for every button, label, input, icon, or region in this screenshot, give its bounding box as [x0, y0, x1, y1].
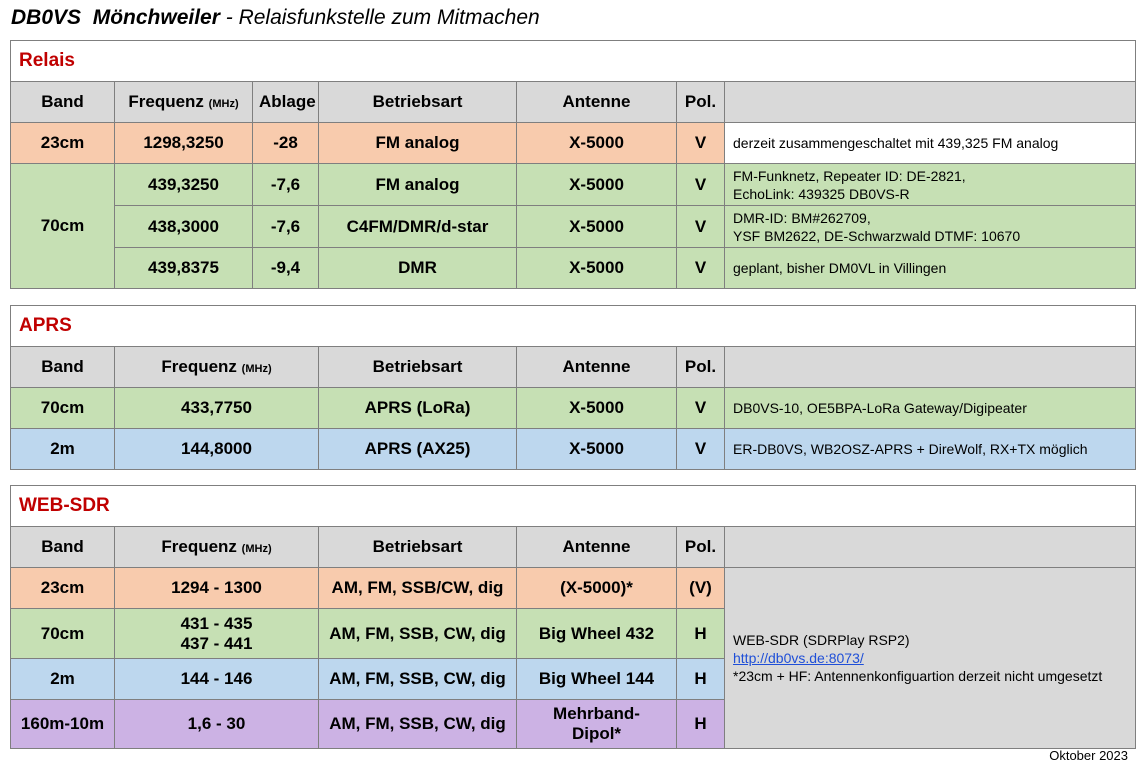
cell-betriebsart: FM analog — [319, 164, 517, 206]
cell-note: FM-Funknetz, Repeater ID: DE-2821, EchoLink: 439325 DB0VS-R — [725, 164, 1136, 206]
cell-betriebsart: AM, FM, SSB, CW, dig — [319, 659, 517, 700]
cell-note: DB0VS-10, OE5BPA-LoRa Gateway/Digipeater — [725, 388, 1136, 429]
cell-pol: H — [677, 609, 725, 659]
table-row — [11, 568, 1136, 609]
col-note — [725, 82, 1136, 123]
col-betriebsart: Betriebsart — [319, 347, 517, 388]
cell-betriebsart: APRS (AX25) — [319, 429, 517, 470]
cell-note: derzeit zusammengeschaltet mit 439,325 FM analog — [725, 123, 1136, 164]
cell-freq: 439,3250 — [115, 164, 253, 206]
cell-betriebsart: FM analog — [319, 123, 517, 164]
col-band: Band — [11, 527, 115, 568]
cell-pol: V — [677, 164, 725, 206]
cell-ablage: -9,4 — [253, 248, 319, 289]
cell-antenne: X-5000 — [517, 429, 677, 470]
table-row — [11, 388, 1136, 429]
cell-betriebsart: AM, FM, SSB/CW, dig — [319, 568, 517, 609]
cell-freq: 433,7750 — [115, 388, 319, 429]
col-pol: Pol. — [677, 82, 725, 123]
col-band: Band — [11, 347, 115, 388]
col-ablage: Ablage — [253, 82, 319, 123]
cell-antenne: X-5000 — [517, 388, 677, 429]
col-antenne: Antenne — [517, 347, 677, 388]
websdr-note-line: WEB-SDR (SDRPlay RSP2) — [733, 632, 910, 648]
cell-band: 70cm — [11, 609, 115, 659]
cell-note: ER-DB0VS, WB2OSZ-APRS + DireWolf, RX+TX möglich — [725, 429, 1136, 470]
col-betriebsart: Betriebsart — [319, 527, 517, 568]
cell-freq: 439,8375 — [115, 248, 253, 289]
cell-ablage: -7,6 — [253, 164, 319, 206]
cell-band: 23cm — [11, 568, 115, 609]
aprs-header-row — [11, 347, 1136, 388]
table-row — [11, 164, 1136, 206]
cell-betriebsart: AM, FM, SSB, CW, dig — [319, 700, 517, 749]
col-band: Band — [11, 82, 115, 123]
col-note — [725, 347, 1136, 388]
cell-freq: 431 - 435 437 - 441 — [115, 609, 319, 659]
title-call: DB0VS — [11, 6, 82, 29]
cell-antenne: X-5000 — [517, 164, 677, 206]
title-subtitle: - Relaisfunkstelle zum Mitmachen — [225, 6, 540, 29]
relais-table — [10, 40, 1136, 289]
col-freq: Frequenz (MHz) — [115, 347, 319, 388]
websdr-note — [725, 568, 1136, 749]
page-title — [11, 4, 540, 32]
title-location: Mönchweiler — [92, 6, 220, 29]
col-freq: Frequenz (MHz) — [115, 527, 319, 568]
footer-date: Oktober 2023 — [1049, 748, 1128, 763]
cell-band: 2m — [11, 659, 115, 700]
col-pol: Pol. — [677, 527, 725, 568]
cell-betriebsart: APRS (LoRa) — [319, 388, 517, 429]
cell-pol: (V) — [677, 568, 725, 609]
cell-betriebsart: AM, FM, SSB, CW, dig — [319, 609, 517, 659]
cell-ablage: -28 — [253, 123, 319, 164]
col-betriebsart: Betriebsart — [319, 82, 517, 123]
section-title-relais: Relais — [11, 41, 1136, 82]
cell-pol: V — [677, 429, 725, 470]
table-row — [11, 206, 1136, 248]
table-row — [11, 123, 1136, 164]
cell-band: 70cm — [11, 388, 115, 429]
cell-band: 23cm — [11, 123, 115, 164]
websdr-table — [10, 485, 1136, 749]
cell-note: geplant, bisher DM0VL in Villingen — [725, 248, 1136, 289]
col-antenne: Antenne — [517, 527, 677, 568]
section-title-aprs: APRS — [11, 306, 1136, 347]
cell-note: DMR-ID: BM#262709, YSF BM2622, DE-Schwarzwald DTMF: 10670 — [725, 206, 1136, 248]
section-title-websdr: WEB-SDR — [11, 486, 1136, 527]
websdr-note-footnote: *23cm + HF: Antennenkonfiguartion derzeit nicht umgesetzt — [733, 668, 1103, 684]
cell-antenne: Mehrband- Dipol* — [517, 700, 677, 749]
col-note — [725, 527, 1136, 568]
relais-header-row — [11, 82, 1136, 123]
cell-freq: 1294 - 1300 — [115, 568, 319, 609]
table-row — [11, 248, 1136, 289]
table-row — [11, 429, 1136, 470]
cell-betriebsart: DMR — [319, 248, 517, 289]
cell-antenne: X-5000 — [517, 248, 677, 289]
cell-betriebsart: C4FM/DMR/d-star — [319, 206, 517, 248]
websdr-link[interactable]: http://db0vs.de:8073/ — [733, 650, 864, 666]
cell-band: 70cm — [11, 164, 115, 289]
cell-pol: V — [677, 248, 725, 289]
col-antenne: Antenne — [517, 82, 677, 123]
cell-band: 160m-10m — [11, 700, 115, 749]
websdr-header-row — [11, 527, 1136, 568]
aprs-table — [10, 305, 1136, 470]
cell-freq: 438,3000 — [115, 206, 253, 248]
cell-pol: V — [677, 206, 725, 248]
cell-antenne: X-5000 — [517, 123, 677, 164]
cell-antenne: X-5000 — [517, 206, 677, 248]
cell-freq: 1,6 - 30 — [115, 700, 319, 749]
cell-antenne: Big Wheel 432 — [517, 609, 677, 659]
cell-freq: 144 - 146 — [115, 659, 319, 700]
cell-antenne: Big Wheel 144 — [517, 659, 677, 700]
cell-ablage: -7,6 — [253, 206, 319, 248]
cell-pol: V — [677, 388, 725, 429]
cell-pol: V — [677, 123, 725, 164]
col-pol: Pol. — [677, 347, 725, 388]
cell-freq: 144,8000 — [115, 429, 319, 470]
cell-pol: H — [677, 659, 725, 700]
col-freq: Frequenz (MHz) — [115, 82, 253, 123]
cell-pol: H — [677, 700, 725, 749]
cell-freq: 1298,3250 — [115, 123, 253, 164]
cell-band: 2m — [11, 429, 115, 470]
cell-antenne: (X-5000)* — [517, 568, 677, 609]
